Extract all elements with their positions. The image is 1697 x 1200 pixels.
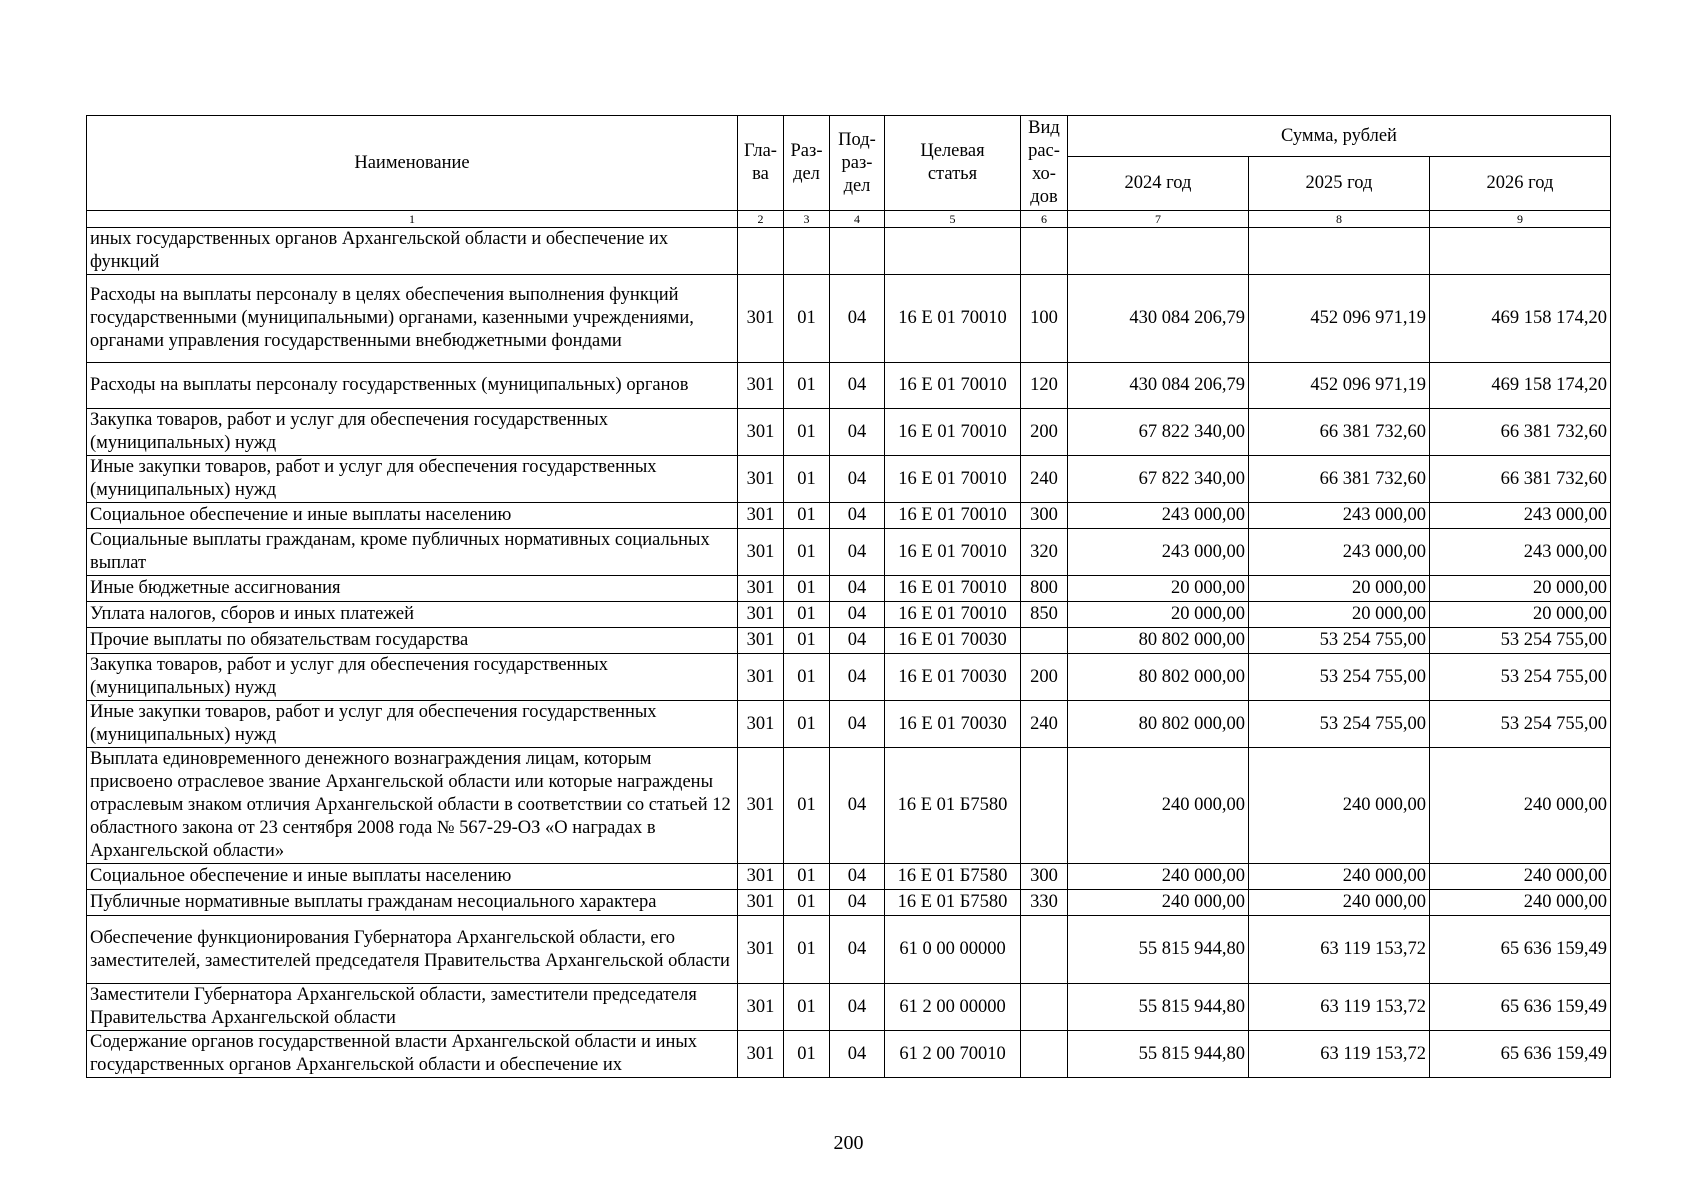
row-sum-2026: 66 381 732,60 (1430, 456, 1611, 503)
header-glava: Гла- ва (738, 116, 784, 211)
row-sum-2024: 240 000,00 (1068, 748, 1249, 864)
row-name: Иные закупки товаров, работ и услуг для обеспечения государственных (муниципальных) нужд (87, 456, 738, 503)
row-sum-2024: 80 802 000,00 (1068, 628, 1249, 654)
row-sum-2025: 240 000,00 (1249, 864, 1430, 890)
row-celevaya-statya: 16 Е 01 70010 (885, 529, 1021, 576)
table-row (87, 602, 1611, 628)
row-sum-2025: 53 254 755,00 (1249, 628, 1430, 654)
column-number: 2 (738, 211, 784, 228)
row-name: Иные бюджетные ассигнования (87, 576, 738, 602)
row-sum-2026: 469 158 174,20 (1430, 275, 1611, 363)
row-glava: 301 (738, 916, 784, 984)
table-row (87, 864, 1611, 890)
row-razdel: 01 (784, 576, 830, 602)
row-sum-2025: 452 096 971,19 (1249, 363, 1430, 409)
row-vid-rashodov (1021, 228, 1068, 275)
row-glava: 301 (738, 456, 784, 503)
row-name: Прочие выплаты по обязательствам государства (87, 628, 738, 654)
table-row (87, 748, 1611, 864)
row-sum-2024: 67 822 340,00 (1068, 456, 1249, 503)
row-sum-2025: 53 254 755,00 (1249, 701, 1430, 748)
row-podrazdel: 04 (830, 748, 885, 864)
column-number: 9 (1430, 211, 1611, 228)
row-glava: 301 (738, 984, 784, 1031)
table-row (87, 916, 1611, 984)
row-glava: 301 (738, 1031, 784, 1078)
row-razdel: 01 (784, 864, 830, 890)
row-celevaya-statya: 61 2 00 00000 (885, 984, 1021, 1031)
row-celevaya-statya: 16 Е 01 70030 (885, 628, 1021, 654)
table-row (87, 576, 1611, 602)
row-sum-2025: 63 119 153,72 (1249, 1031, 1430, 1078)
row-sum-2024: 67 822 340,00 (1068, 409, 1249, 456)
row-podrazdel: 04 (830, 984, 885, 1031)
row-sum-2024: 430 084 206,79 (1068, 275, 1249, 363)
row-sum-2026: 240 000,00 (1430, 864, 1611, 890)
row-sum-2026: 53 254 755,00 (1430, 654, 1611, 701)
row-glava: 301 (738, 890, 784, 916)
row-sum-2024: 240 000,00 (1068, 890, 1249, 916)
row-vid-rashodov: 330 (1021, 890, 1068, 916)
row-razdel: 01 (784, 503, 830, 529)
row-sum-2026: 66 381 732,60 (1430, 409, 1611, 456)
row-sum-2025: 20 000,00 (1249, 576, 1430, 602)
row-sum-2025: 66 381 732,60 (1249, 456, 1430, 503)
row-glava: 301 (738, 576, 784, 602)
row-sum-2026: 20 000,00 (1430, 602, 1611, 628)
row-sum-2026: 20 000,00 (1430, 576, 1611, 602)
row-celevaya-statya: 16 Е 01 Б7580 (885, 748, 1021, 864)
row-sum-2026: 65 636 159,49 (1430, 916, 1611, 984)
column-number: 3 (784, 211, 830, 228)
row-sum-2025: 243 000,00 (1249, 503, 1430, 529)
column-number: 1 (87, 211, 738, 228)
row-sum-2025: 240 000,00 (1249, 890, 1430, 916)
table-row (87, 456, 1611, 503)
row-celevaya-statya: 16 Е 01 70010 (885, 576, 1021, 602)
row-glava: 301 (738, 701, 784, 748)
row-sum-2024: 80 802 000,00 (1068, 654, 1249, 701)
row-vid-rashodov: 120 (1021, 363, 1068, 409)
row-name: Расходы на выплаты персоналу в целях обеспечения выполнения функций государственными (муниципальными) органами, казенными учреждениями, органами управления государственными внебюджетными фондами (87, 275, 738, 363)
row-vid-rashodov: 240 (1021, 701, 1068, 748)
row-vid-rashodov: 200 (1021, 409, 1068, 456)
row-podrazdel: 04 (830, 529, 885, 576)
row-name: Социальное обеспечение и иные выплаты населению (87, 864, 738, 890)
row-celevaya-statya (885, 228, 1021, 275)
row-podrazdel: 04 (830, 654, 885, 701)
row-sum-2025: 63 119 153,72 (1249, 916, 1430, 984)
column-number-row (87, 211, 1611, 228)
row-razdel: 01 (784, 602, 830, 628)
row-vid-rashodov: 100 (1021, 275, 1068, 363)
row-name: Публичные нормативные выплаты гражданам несоциального характера (87, 890, 738, 916)
row-glava: 301 (738, 363, 784, 409)
row-celevaya-statya: 16 Е 01 70030 (885, 701, 1021, 748)
row-razdel: 01 (784, 654, 830, 701)
row-vid-rashodov: 800 (1021, 576, 1068, 602)
row-name: Социальное обеспечение и иные выплаты населению (87, 503, 738, 529)
header-podrazdel: Под- раз- дел (830, 116, 885, 211)
row-name: Выплата единовременного денежного вознаграждения лицам, которым присвоено отраслевое звание Архангельской области или которые награждены отраслевым знаком отличия Архангельской области в соответствии со статьей 12 областного закона от 23 сентября 2008 года № 567-29-ОЗ «О наградах в Архангельской области» (87, 748, 738, 864)
row-podrazdel: 04 (830, 628, 885, 654)
row-sum-2026: 53 254 755,00 (1430, 628, 1611, 654)
row-celevaya-statya: 16 Е 01 70030 (885, 654, 1021, 701)
row-vid-rashodov (1021, 628, 1068, 654)
row-name: Заместители Губернатора Архангельской области, заместители председателя Правительства Архангельской области (87, 984, 738, 1031)
row-podrazdel: 04 (830, 409, 885, 456)
row-celevaya-statya: 61 0 00 00000 (885, 916, 1021, 984)
row-glava: 301 (738, 529, 784, 576)
table-row (87, 1031, 1611, 1078)
row-celevaya-statya: 16 Е 01 70010 (885, 503, 1021, 529)
row-sum-2026: 240 000,00 (1430, 890, 1611, 916)
row-razdel: 01 (784, 916, 830, 984)
header-summa: Сумма, рублей (1068, 116, 1611, 157)
row-sum-2024: 80 802 000,00 (1068, 701, 1249, 748)
row-sum-2025: 452 096 971,19 (1249, 275, 1430, 363)
row-sum-2025: 53 254 755,00 (1249, 654, 1430, 701)
header-name: Наименование (87, 116, 738, 211)
column-number: 8 (1249, 211, 1430, 228)
row-vid-rashodov (1021, 1031, 1068, 1078)
row-sum-2024: 55 815 944,80 (1068, 984, 1249, 1031)
row-name: Социальные выплаты гражданам, кроме публичных нормативных социальных выплат (87, 529, 738, 576)
row-razdel: 01 (784, 1031, 830, 1078)
row-razdel: 01 (784, 409, 830, 456)
row-celevaya-statya: 16 Е 01 70010 (885, 409, 1021, 456)
row-name: Обеспечение функционирования Губернатора Архангельской области, его заместителей, заместителей председателя Правительства Архангельской области (87, 916, 738, 984)
row-razdel (784, 228, 830, 275)
table-row (87, 275, 1611, 363)
page-number: 200 (833, 1132, 864, 1154)
row-glava: 301 (738, 654, 784, 701)
row-celevaya-statya: 16 Е 01 Б7580 (885, 890, 1021, 916)
row-podrazdel: 04 (830, 916, 885, 984)
row-podrazdel: 04 (830, 275, 885, 363)
row-razdel: 01 (784, 890, 830, 916)
row-glava: 301 (738, 275, 784, 363)
row-sum-2026: 243 000,00 (1430, 529, 1611, 576)
table-row (87, 503, 1611, 529)
row-sum-2025: 66 381 732,60 (1249, 409, 1430, 456)
row-name: Расходы на выплаты персоналу государственных (муниципальных) органов (87, 363, 738, 409)
row-sum-2024: 243 000,00 (1068, 503, 1249, 529)
row-sum-2026: 243 000,00 (1430, 503, 1611, 529)
row-sum-2024: 55 815 944,80 (1068, 1031, 1249, 1078)
row-vid-rashodov: 850 (1021, 602, 1068, 628)
budget-table (86, 115, 1611, 1078)
row-sum-2025 (1249, 228, 1430, 275)
row-celevaya-statya: 16 Е 01 70010 (885, 275, 1021, 363)
row-sum-2024: 430 084 206,79 (1068, 363, 1249, 409)
header-vid-rashodov: Вид рас- хо- дов (1021, 116, 1068, 211)
row-glava: 301 (738, 748, 784, 864)
row-name: Иные закупки товаров, работ и услуг для обеспечения государственных (муниципальных) нужд (87, 701, 738, 748)
row-celevaya-statya: 16 Е 01 70010 (885, 456, 1021, 503)
row-razdel: 01 (784, 701, 830, 748)
row-vid-rashodov (1021, 984, 1068, 1031)
row-glava: 301 (738, 409, 784, 456)
row-podrazdel: 04 (830, 363, 885, 409)
row-vid-rashodov: 300 (1021, 864, 1068, 890)
row-podrazdel: 04 (830, 503, 885, 529)
row-podrazdel: 04 (830, 456, 885, 503)
row-sum-2026: 65 636 159,49 (1430, 984, 1611, 1031)
row-vid-rashodov: 240 (1021, 456, 1068, 503)
row-name: иных государственных органов Архангельской области и обеспечение их функций (87, 228, 738, 275)
table-header (87, 116, 1611, 228)
row-podrazdel: 04 (830, 576, 885, 602)
row-sum-2025: 20 000,00 (1249, 602, 1430, 628)
row-vid-rashodov (1021, 748, 1068, 864)
header-year-2024: 2024 год (1068, 157, 1249, 211)
table-body (87, 228, 1611, 1078)
row-sum-2025: 63 119 153,72 (1249, 984, 1430, 1031)
row-celevaya-statya: 16 Е 01 70010 (885, 602, 1021, 628)
row-vid-rashodov: 320 (1021, 529, 1068, 576)
column-number: 6 (1021, 211, 1068, 228)
row-glava: 301 (738, 628, 784, 654)
row-name: Закупка товаров, работ и услуг для обеспечения государственных (муниципальных) нужд (87, 654, 738, 701)
table-row (87, 628, 1611, 654)
header-celevaya-statya: Целевая статья (885, 116, 1021, 211)
row-podrazdel: 04 (830, 864, 885, 890)
header-year-2025: 2025 год (1249, 157, 1430, 211)
column-number: 4 (830, 211, 885, 228)
table-row (87, 701, 1611, 748)
row-sum-2024 (1068, 228, 1249, 275)
row-podrazdel: 04 (830, 890, 885, 916)
table-row (87, 529, 1611, 576)
row-name: Содержание органов государственной власти Архангельской области и иных государственных органов Архангельской области и обеспечение их (87, 1031, 738, 1078)
row-sum-2026: 469 158 174,20 (1430, 363, 1611, 409)
column-number: 5 (885, 211, 1021, 228)
row-razdel: 01 (784, 529, 830, 576)
table-row (87, 654, 1611, 701)
row-name: Уплата налогов, сборов и иных платежей (87, 602, 738, 628)
row-glava (738, 228, 784, 275)
row-name: Закупка товаров, работ и услуг для обеспечения государственных (муниципальных) нужд (87, 409, 738, 456)
row-podrazdel: 04 (830, 701, 885, 748)
row-sum-2024: 20 000,00 (1068, 576, 1249, 602)
row-sum-2025: 240 000,00 (1249, 748, 1430, 864)
row-razdel: 01 (784, 748, 830, 864)
row-podrazdel: 04 (830, 1031, 885, 1078)
table-row (87, 228, 1611, 275)
row-vid-rashodov: 200 (1021, 654, 1068, 701)
row-vid-rashodov: 300 (1021, 503, 1068, 529)
row-celevaya-statya: 16 Е 01 70010 (885, 363, 1021, 409)
row-sum-2024: 240 000,00 (1068, 864, 1249, 890)
row-sum-2026 (1430, 228, 1611, 275)
table-row (87, 409, 1611, 456)
row-celevaya-statya: 16 Е 01 Б7580 (885, 864, 1021, 890)
row-vid-rashodov (1021, 916, 1068, 984)
row-celevaya-statya: 61 2 00 70010 (885, 1031, 1021, 1078)
column-number: 7 (1068, 211, 1249, 228)
row-sum-2024: 55 815 944,80 (1068, 916, 1249, 984)
table-row (87, 363, 1611, 409)
table-row (87, 890, 1611, 916)
row-razdel: 01 (784, 456, 830, 503)
row-glava: 301 (738, 602, 784, 628)
row-sum-2026: 65 636 159,49 (1430, 1031, 1611, 1078)
row-glava: 301 (738, 864, 784, 890)
header-year-2026: 2026 год (1430, 157, 1611, 211)
row-podrazdel: 04 (830, 602, 885, 628)
row-razdel: 01 (784, 363, 830, 409)
header-razdel: Раз- дел (784, 116, 830, 211)
row-sum-2024: 243 000,00 (1068, 529, 1249, 576)
row-sum-2026: 240 000,00 (1430, 748, 1611, 864)
row-razdel: 01 (784, 628, 830, 654)
row-sum-2024: 20 000,00 (1068, 602, 1249, 628)
row-sum-2026: 53 254 755,00 (1430, 701, 1611, 748)
row-sum-2025: 243 000,00 (1249, 529, 1430, 576)
row-glava: 301 (738, 503, 784, 529)
row-razdel: 01 (784, 984, 830, 1031)
table-row (87, 984, 1611, 1031)
row-podrazdel (830, 228, 885, 275)
row-razdel: 01 (784, 275, 830, 363)
